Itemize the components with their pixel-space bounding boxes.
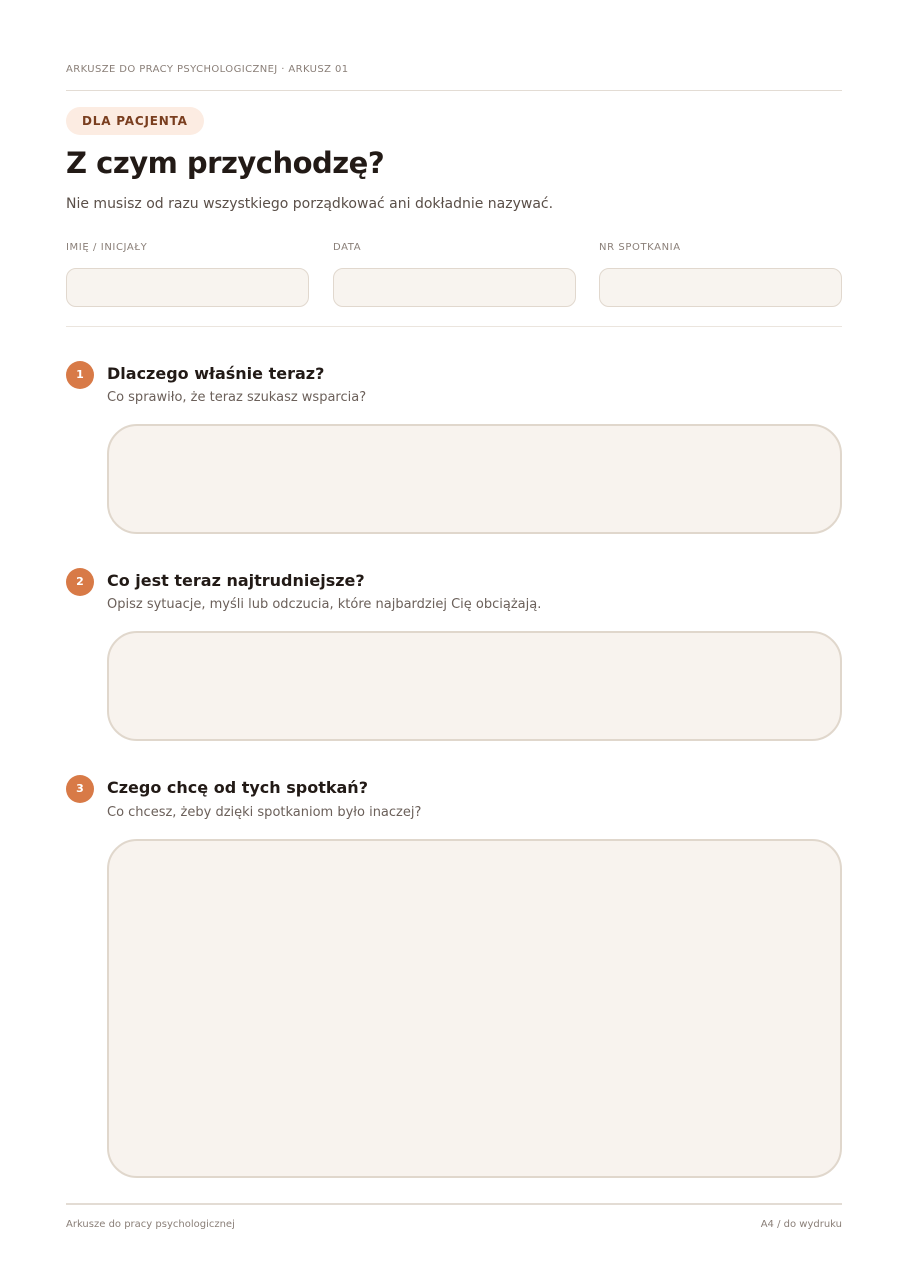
date-field-label: DATA (333, 242, 362, 253)
question-hint: Opisz sytuacje, myśli lub odczucia, które najbardziej Cię obciążają. (107, 597, 542, 612)
answer-box[interactable] (107, 839, 842, 1178)
page-title: Z czym przychodzę? (66, 146, 385, 180)
name-field[interactable] (66, 268, 309, 307)
fields-divider (66, 326, 842, 327)
question-hint: Co sprawiło, że teraz szukasz wsparcia? (107, 390, 367, 405)
question-title: Co jest teraz najtrudniejsze? (107, 571, 365, 590)
question-number-badge: 3 (66, 775, 94, 803)
footer-divider (66, 1203, 842, 1205)
question-title: Dlaczego właśnie teraz? (107, 364, 325, 383)
name-field-label: IMIĘ / INICJAŁY (66, 242, 148, 253)
session-number-field-label: NR SPOTKANIA (599, 242, 681, 253)
answer-box[interactable] (107, 631, 842, 741)
date-field[interactable] (333, 268, 576, 307)
running-head: ARKUSZE DO PRACY PSYCHOLOGICZNEJ · ARKUSZ 01 (66, 64, 349, 75)
page-subtitle: Nie musisz od razu wszystkiego porządkować ani dokładnie nazywać. (66, 196, 554, 212)
question-hint: Co chcesz, żeby dzięki spotkaniom było inaczej? (107, 805, 422, 820)
answer-box[interactable] (107, 424, 842, 534)
worksheet-page (66, 0, 842, 1287)
session-number-field[interactable] (599, 268, 842, 307)
audience-badge: DLA PACJENTA (66, 107, 204, 135)
footer-format-note: A4 / do wydruku (760, 1219, 842, 1230)
header-divider (66, 90, 842, 91)
question-number-badge: 2 (66, 568, 94, 596)
question-title: Czego chcę od tych spotkań? (107, 778, 368, 797)
footer-series-name: Arkusze do pracy psychologicznej (66, 1219, 235, 1230)
question-number-badge: 1 (66, 361, 94, 389)
